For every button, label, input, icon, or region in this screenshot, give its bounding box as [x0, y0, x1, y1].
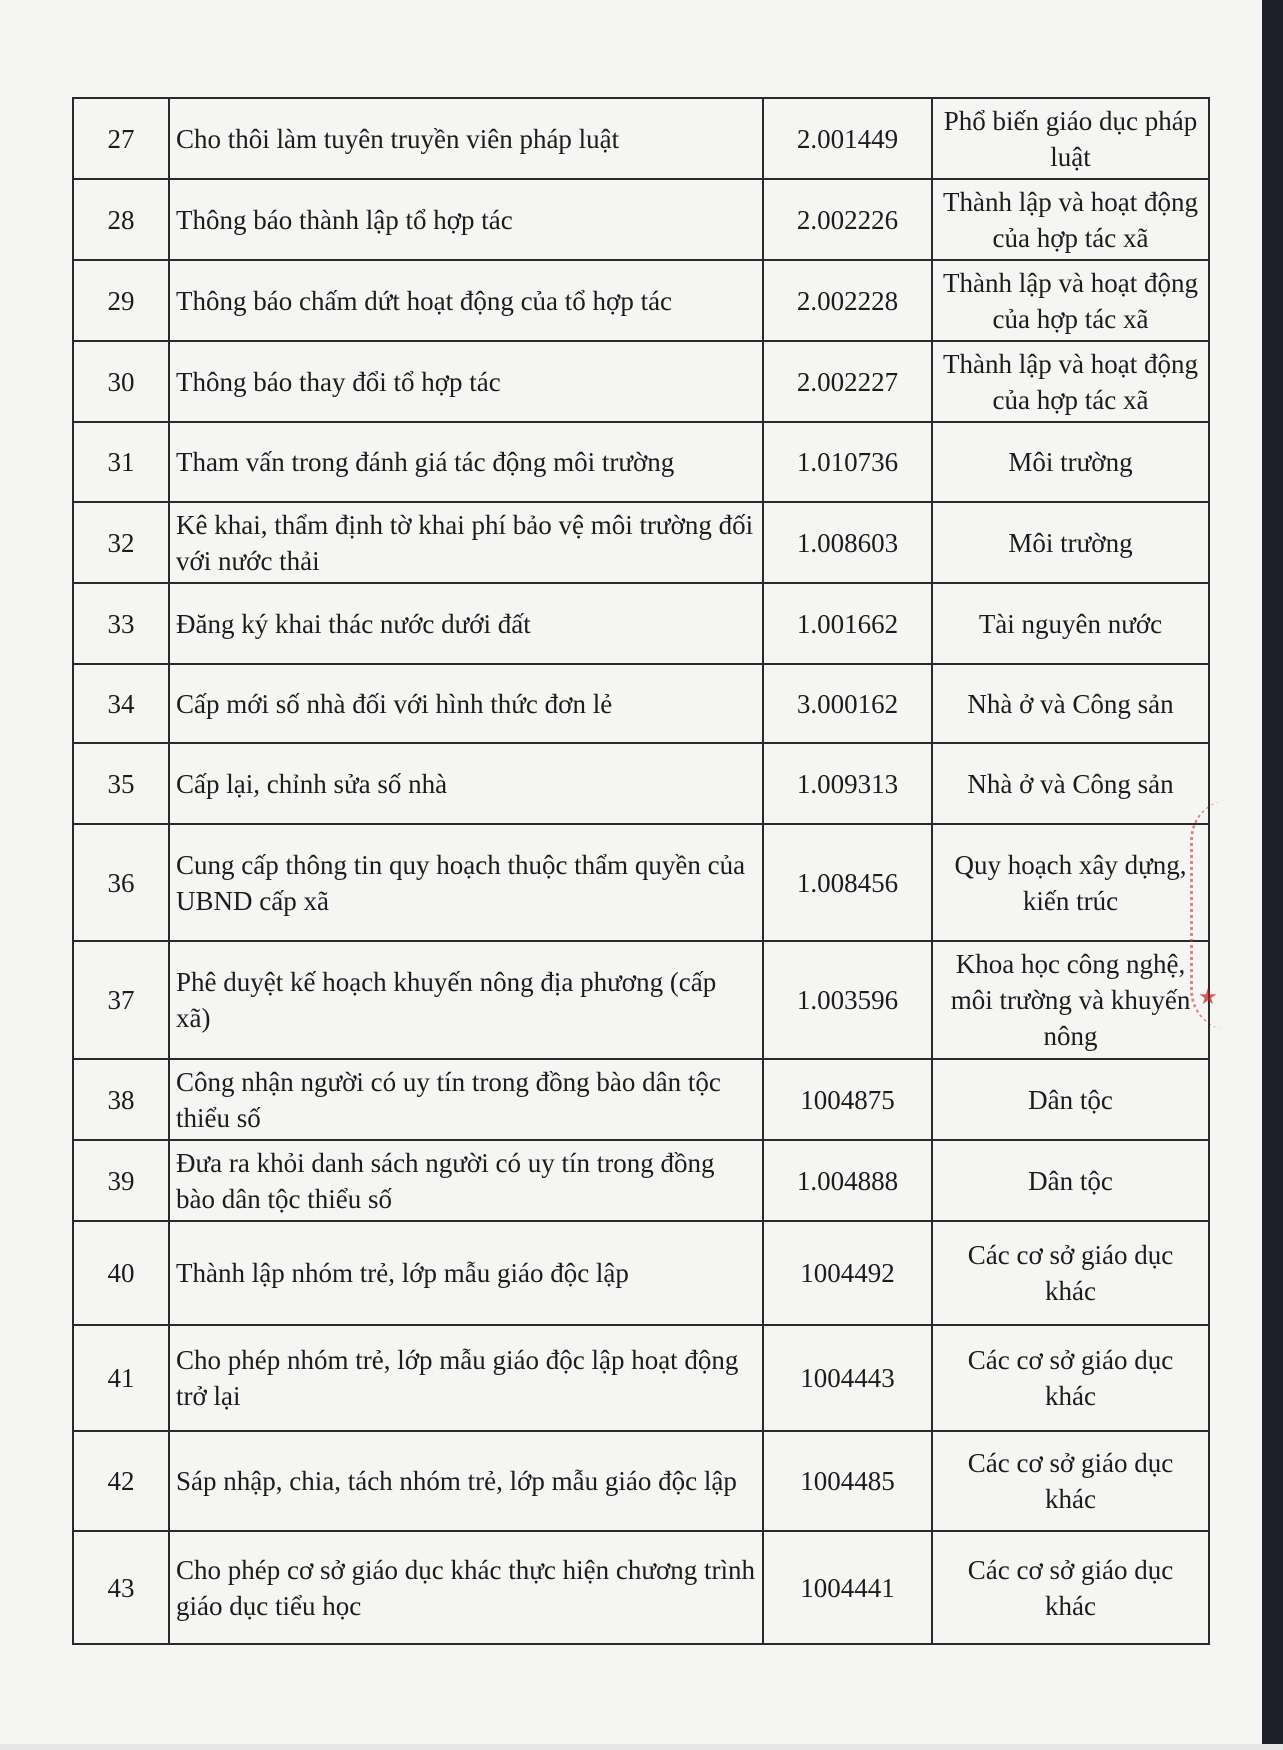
row-number: 35	[73, 743, 169, 824]
procedure-field: Môi trường	[932, 422, 1209, 502]
procedure-name: Cho phép nhóm trẻ, lớp mẫu giáo độc lập hoạt động trở lại	[169, 1325, 763, 1431]
row-number: 30	[73, 341, 169, 422]
row-number: 28	[73, 179, 169, 260]
procedure-name: Phê duyệt kế hoạch khuyến nông địa phương (cấp xã)	[169, 941, 763, 1059]
procedure-name: Cấp mới số nhà đối với hình thức đơn lẻ	[169, 664, 763, 743]
procedure-name: Sáp nhập, chia, tách nhóm trẻ, lớp mẫu giáo độc lập	[169, 1431, 763, 1531]
procedure-name: Thành lập nhóm trẻ, lớp mẫu giáo độc lập	[169, 1221, 763, 1325]
procedure-code: 1.004888	[763, 1140, 932, 1221]
table-row	[73, 341, 1209, 422]
table-row	[73, 1221, 1209, 1325]
row-number: 43	[73, 1531, 169, 1644]
table-row	[73, 664, 1209, 743]
table-row	[73, 260, 1209, 341]
table-row	[73, 941, 1209, 1059]
table-row	[73, 422, 1209, 502]
row-number: 40	[73, 1221, 169, 1325]
procedure-code: 1004492	[763, 1221, 932, 1325]
row-number: 41	[73, 1325, 169, 1431]
procedure-field: Tài nguyên nước	[932, 583, 1209, 664]
table-row	[73, 583, 1209, 664]
procedure-code: 2.002227	[763, 341, 932, 422]
procedure-field: Các cơ sở giáo dục khác	[932, 1221, 1209, 1325]
procedure-field: Nhà ở và Công sản	[932, 664, 1209, 743]
table-row	[73, 1431, 1209, 1531]
procedure-field: Dân tộc	[932, 1059, 1209, 1140]
procedure-field: Các cơ sở giáo dục khác	[932, 1325, 1209, 1431]
procedure-field: Thành lập và hoạt động của hợp tác xã	[932, 341, 1209, 422]
row-number: 29	[73, 260, 169, 341]
row-number: 33	[73, 583, 169, 664]
procedure-name: Thông báo thành lập tổ hợp tác	[169, 179, 763, 260]
row-number: 36	[73, 824, 169, 941]
procedure-field: Thành lập và hoạt động của hợp tác xã	[932, 179, 1209, 260]
procedure-name: Cung cấp thông tin quy hoạch thuộc thẩm quyền của UBND cấp xã	[169, 824, 763, 941]
procedure-name: Thông báo thay đổi tổ hợp tác	[169, 341, 763, 422]
procedure-field: Dân tộc	[932, 1140, 1209, 1221]
procedure-field: Thành lập và hoạt động của hợp tác xã	[932, 260, 1209, 341]
procedure-field: Nhà ở và Công sản	[932, 743, 1209, 824]
procedure-name: Kê khai, thẩm định tờ khai phí bảo vệ môi trường đối với nước thải	[169, 502, 763, 583]
procedure-field: Các cơ sở giáo dục khác	[932, 1431, 1209, 1531]
procedure-field: Khoa học công nghệ, môi trường và khuyến nông	[932, 941, 1209, 1059]
row-number: 38	[73, 1059, 169, 1140]
row-number: 32	[73, 502, 169, 583]
table-row	[73, 1325, 1209, 1431]
procedure-field: Quy hoạch xây dựng, kiến trúc	[932, 824, 1209, 941]
table-row	[73, 1059, 1209, 1140]
row-number: 34	[73, 664, 169, 743]
procedure-name: Thông báo chấm dứt hoạt động của tổ hợp tác	[169, 260, 763, 341]
table-row	[73, 743, 1209, 824]
procedure-code: 2.002226	[763, 179, 932, 260]
table-row	[73, 1531, 1209, 1644]
procedure-code: 1004875	[763, 1059, 932, 1140]
procedure-name: Cho phép cơ sở giáo dục khác thực hiện chương trình giáo dục tiểu học	[169, 1531, 763, 1644]
seal-star-icon: ★	[1198, 985, 1218, 1010]
procedure-name: Tham vấn trong đánh giá tác động môi trường	[169, 422, 763, 502]
procedure-code: 1.008456	[763, 824, 932, 941]
procedure-field: Các cơ sở giáo dục khác	[932, 1531, 1209, 1644]
procedure-code: 1004441	[763, 1531, 932, 1644]
procedure-field: Phổ biến giáo dục pháp luật	[932, 98, 1209, 179]
procedure-code: 1.001662	[763, 583, 932, 664]
scan-bottom-edge	[0, 1744, 1283, 1750]
row-number: 42	[73, 1431, 169, 1531]
procedure-code: 1.003596	[763, 941, 932, 1059]
table-row	[73, 179, 1209, 260]
row-number: 31	[73, 422, 169, 502]
procedure-code: 2.002228	[763, 260, 932, 341]
procedure-name: Cấp lại, chỉnh sửa số nhà	[169, 743, 763, 824]
table-row	[73, 98, 1209, 179]
procedure-table	[72, 97, 1210, 1645]
row-number: 39	[73, 1140, 169, 1221]
row-number: 27	[73, 98, 169, 179]
procedure-name: Công nhận người có uy tín trong đồng bào dân tộc thiểu số	[169, 1059, 763, 1140]
procedure-name: Đưa ra khỏi danh sách người có uy tín trong đồng bào dân tộc thiểu số	[169, 1140, 763, 1221]
row-number: 37	[73, 941, 169, 1059]
procedure-code: 2.001449	[763, 98, 932, 179]
procedure-code: 3.000162	[763, 664, 932, 743]
procedure-field: Môi trường	[932, 502, 1209, 583]
procedure-name: Cho thôi làm tuyên truyền viên pháp luật	[169, 98, 763, 179]
scan-edge-shadow	[1262, 0, 1283, 1750]
table-row	[73, 1140, 1209, 1221]
procedure-code: 1.010736	[763, 422, 932, 502]
procedure-name: Đăng ký khai thác nước dưới đất	[169, 583, 763, 664]
procedure-code: 1.008603	[763, 502, 932, 583]
table-row	[73, 502, 1209, 583]
procedure-code: 1004485	[763, 1431, 932, 1531]
table-row	[73, 824, 1209, 941]
procedure-code: 1004443	[763, 1325, 932, 1431]
procedure-code: 1.009313	[763, 743, 932, 824]
